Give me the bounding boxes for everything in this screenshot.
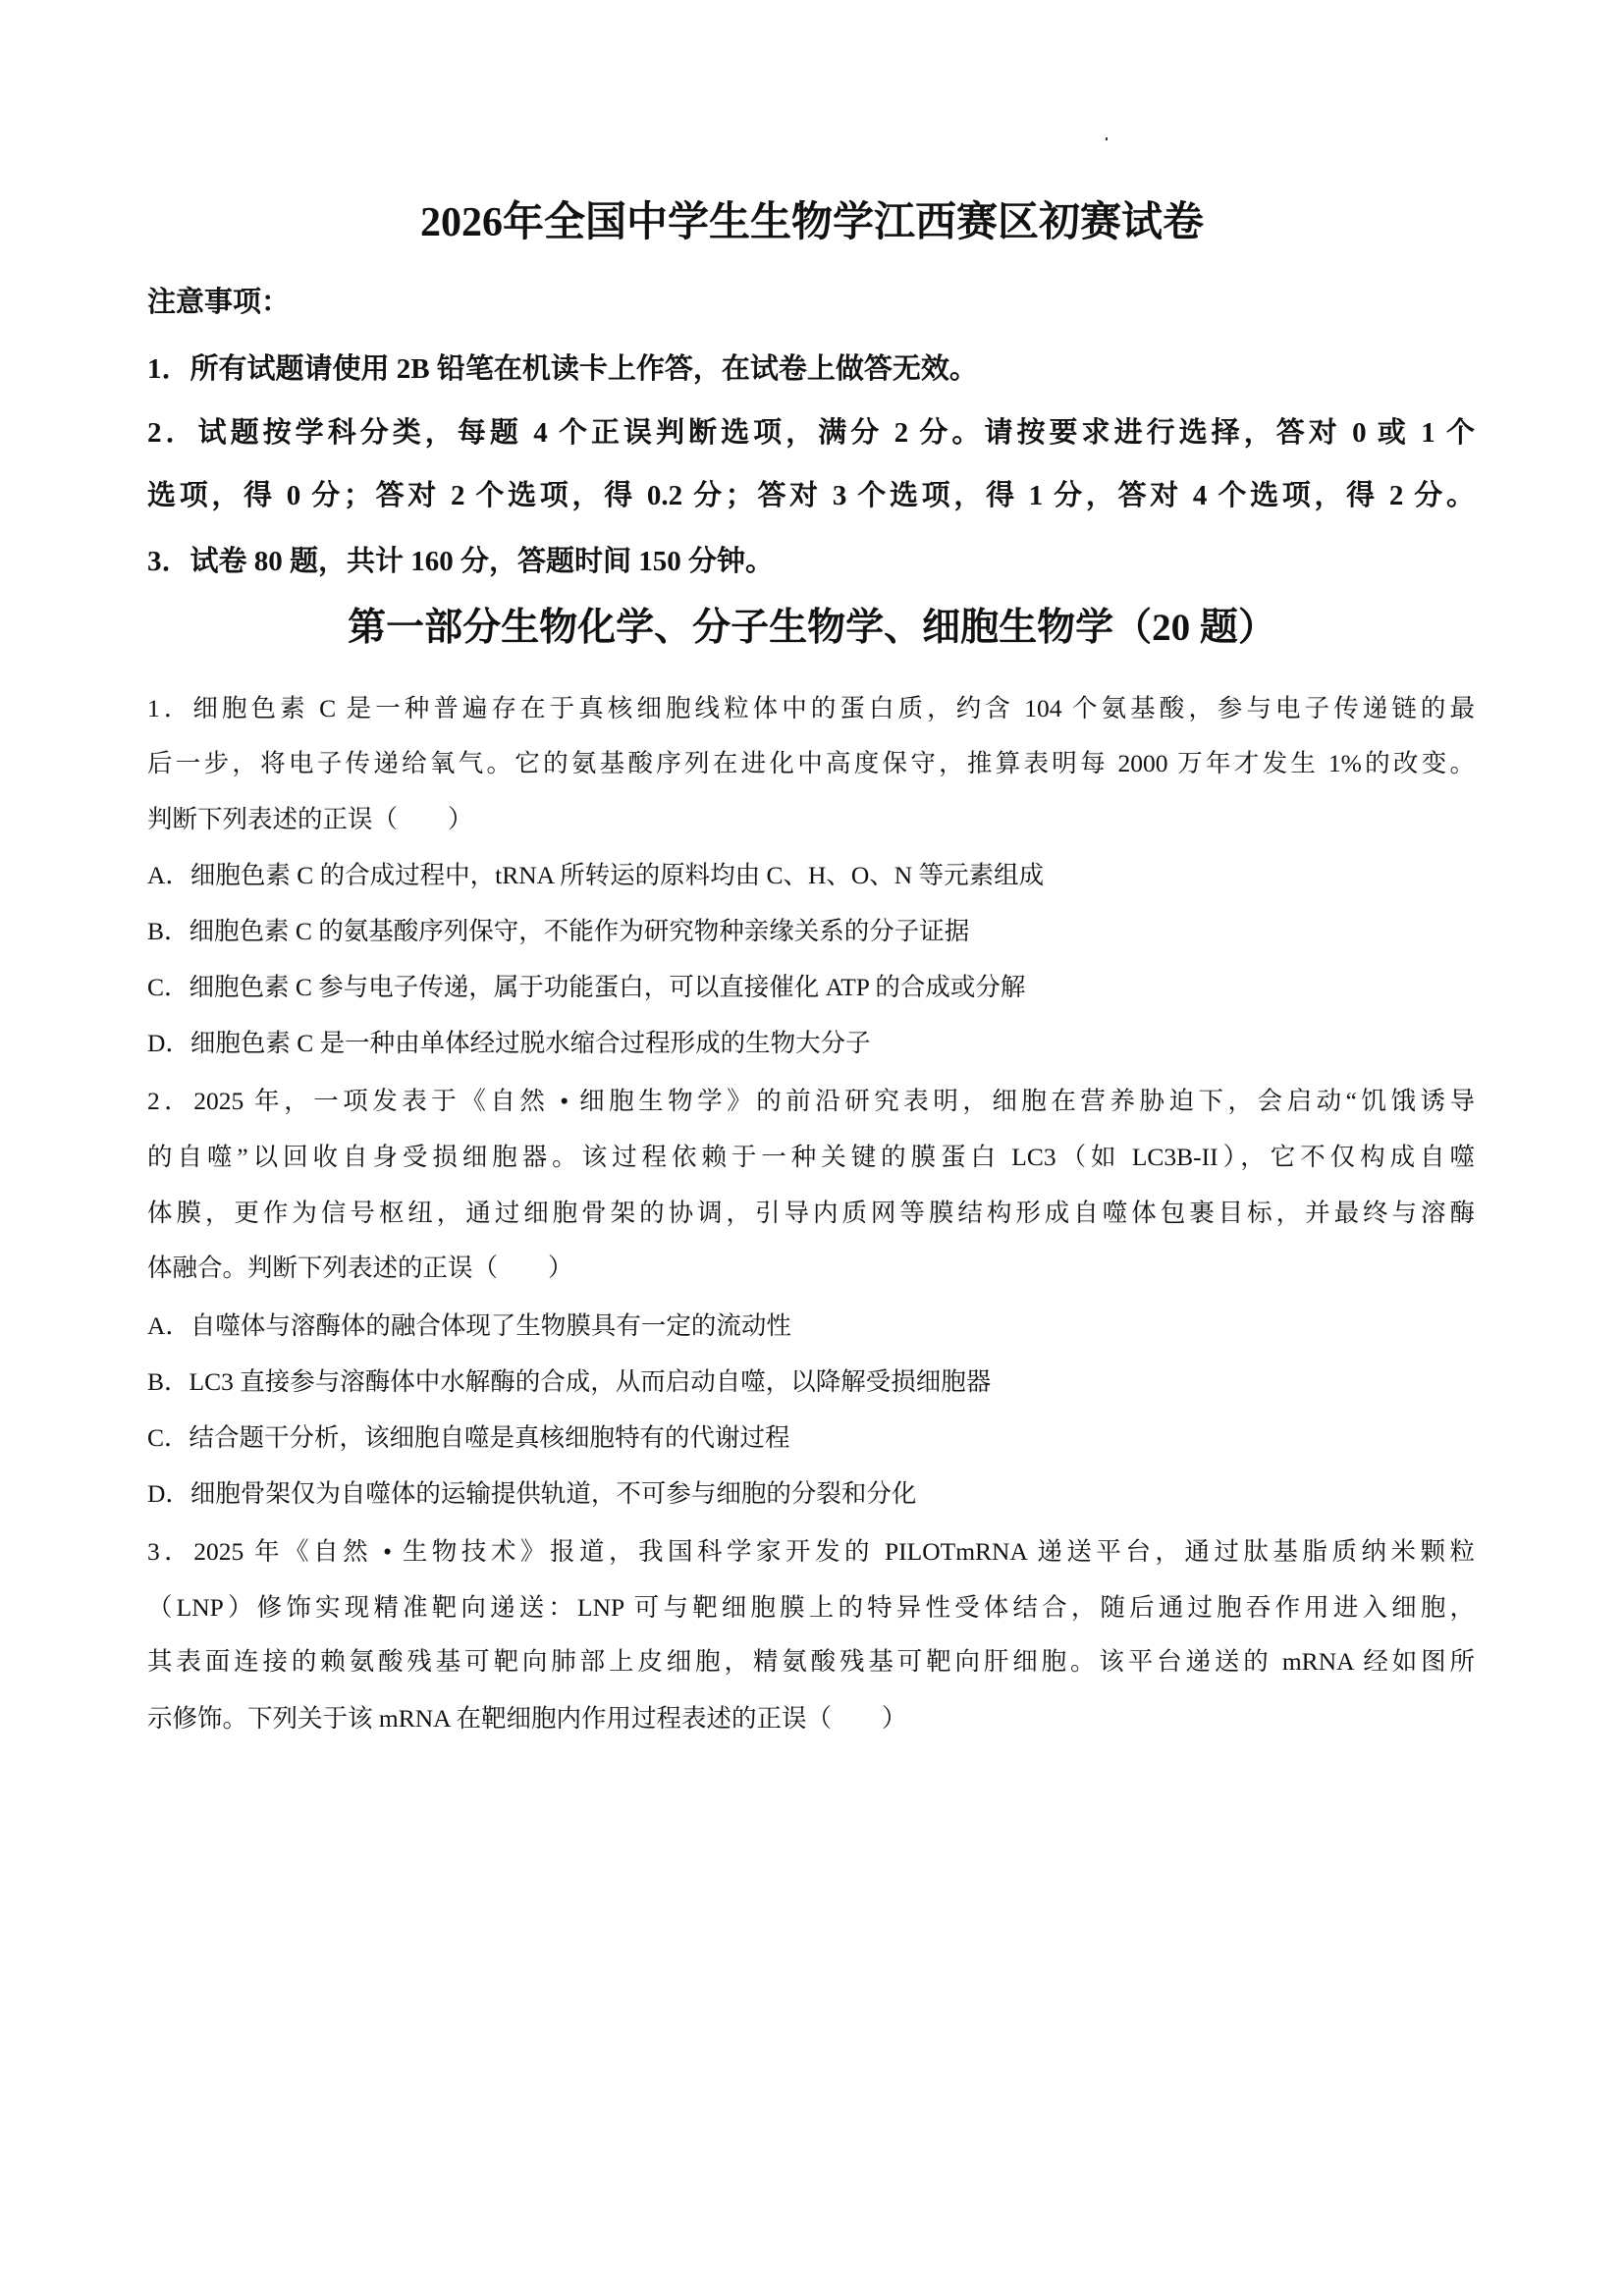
q1-option-c: C．细胞色素 C 参与电子传递，属于功能蛋白，可以直接催化 ATP 的合成或分解 <box>147 973 1026 1001</box>
q1-stem-line-3: 判断下列表述的正误（ ） <box>147 805 473 833</box>
q3-stem-line-1: 3．2025 年《自然 • 生物技术》报道，我国科学家开发的 PILOTmRNA 递送平台，通过肽基脂质纳米颗粒 <box>147 1537 1475 1566</box>
note-2-line-1: 2．试题按学科分类，每题 4 个正误判断选项，满分 2 分。请按要求进行选择，答对 0 或 1 个 <box>147 417 1475 449</box>
scan-speck <box>1106 137 1108 140</box>
section-title: 第一部分生物化学、分子生物学、细胞生物学（20 题） <box>348 607 1276 649</box>
q3-stem-line-2: （LNP）修饰实现精准靶向递送：LNP 可与靶细胞膜上的特异性受体结合，随后通过胞吞作用进入细胞， <box>147 1593 1475 1622</box>
q1-option-a: A．细胞色素 C 的合成过程中，tRNA 所转运的原料均由 C、H、O、N 等元素组成 <box>147 861 1045 889</box>
notes-heading: 注意事项： <box>147 287 291 318</box>
q1-option-d: D．细胞色素 C 是一种由单体经过脱水缩合过程形成的生物大分子 <box>147 1029 871 1057</box>
q2-option-a: A．自噬体与溶酶体的融合体现了生物膜具有一定的流动性 <box>147 1311 791 1340</box>
q2-option-c: C．结合题干分析，该细胞自噬是真核细胞特有的代谢过程 <box>147 1423 790 1452</box>
q1-option-b: B．细胞色素 C 的氨基酸序列保守，不能作为研究物种亲缘关系的分子证据 <box>147 917 970 945</box>
q2-stem-line-4: 体融合。判断下列表述的正误（ ） <box>147 1254 573 1282</box>
exam-title: 2026年全国中学生生物学江西赛区初赛试卷 <box>419 200 1204 245</box>
note-3: 3．试卷 80 题，共计 160 分，答题时间 150 分钟。 <box>147 546 775 577</box>
q2-option-d: D．细胞骨架仅为自噬体的运输提供轨道，不可参与细胞的分裂和分化 <box>147 1479 917 1508</box>
q1-stem-line-1: 1．细胞色素 C 是一种普遍存在于真核细胞线粒体中的蛋白质，约含 104 个氨基酸，参与电子传递链的最 <box>147 694 1475 722</box>
note-2-line-2: 选项，得 0 分；答对 2 个选项，得 0.2 分；答对 3 个选项，得 1 分，答对 4 个选项，得 2 分。 <box>147 480 1475 511</box>
q1-stem-line-2: 后一步，将电子传递给氧气。它的氨基酸序列在进化中高度保守，推算表明每 2000 万年才发生 1%的改变。 <box>147 749 1475 777</box>
note-1: 1．所有试题请使用 2B 铅笔在机读卡上作答，在试卷上做答无效。 <box>147 353 978 385</box>
q3-stem-line-4: 示修饰。下列关于该 mRNA 在靶细胞内作用过程表述的正误（ ） <box>147 1704 907 1733</box>
q2-stem-line-3: 体膜，更作为信号枢纽，通过细胞骨架的协调，引导内质网等膜结构形成自噬体包裹目标，并最终与溶酶 <box>147 1199 1475 1227</box>
q2-stem-line-2: 的自噬”以回收自身受损细胞器。该过程依赖于一种关键的膜蛋白 LC3（如 LC3B-II），它不仅构成自噬 <box>147 1143 1475 1171</box>
q2-stem-line-1: 2．2025 年，一项发表于《自然 • 细胞生物学》的前沿研究表明，细胞在营养胁迫下，会启动“饥饿诱导 <box>147 1087 1475 1115</box>
q3-stem-line-3: 其表面连接的赖氨酸残基可靶向肺部上皮细胞，精氨酸残基可靶向肝细胞。该平台递送的 mRNA 经如图所 <box>147 1647 1475 1676</box>
q2-option-b: B．LC3 直接参与溶酶体中水解酶的合成，从而启动自噬，以降解受损细胞器 <box>147 1367 992 1396</box>
